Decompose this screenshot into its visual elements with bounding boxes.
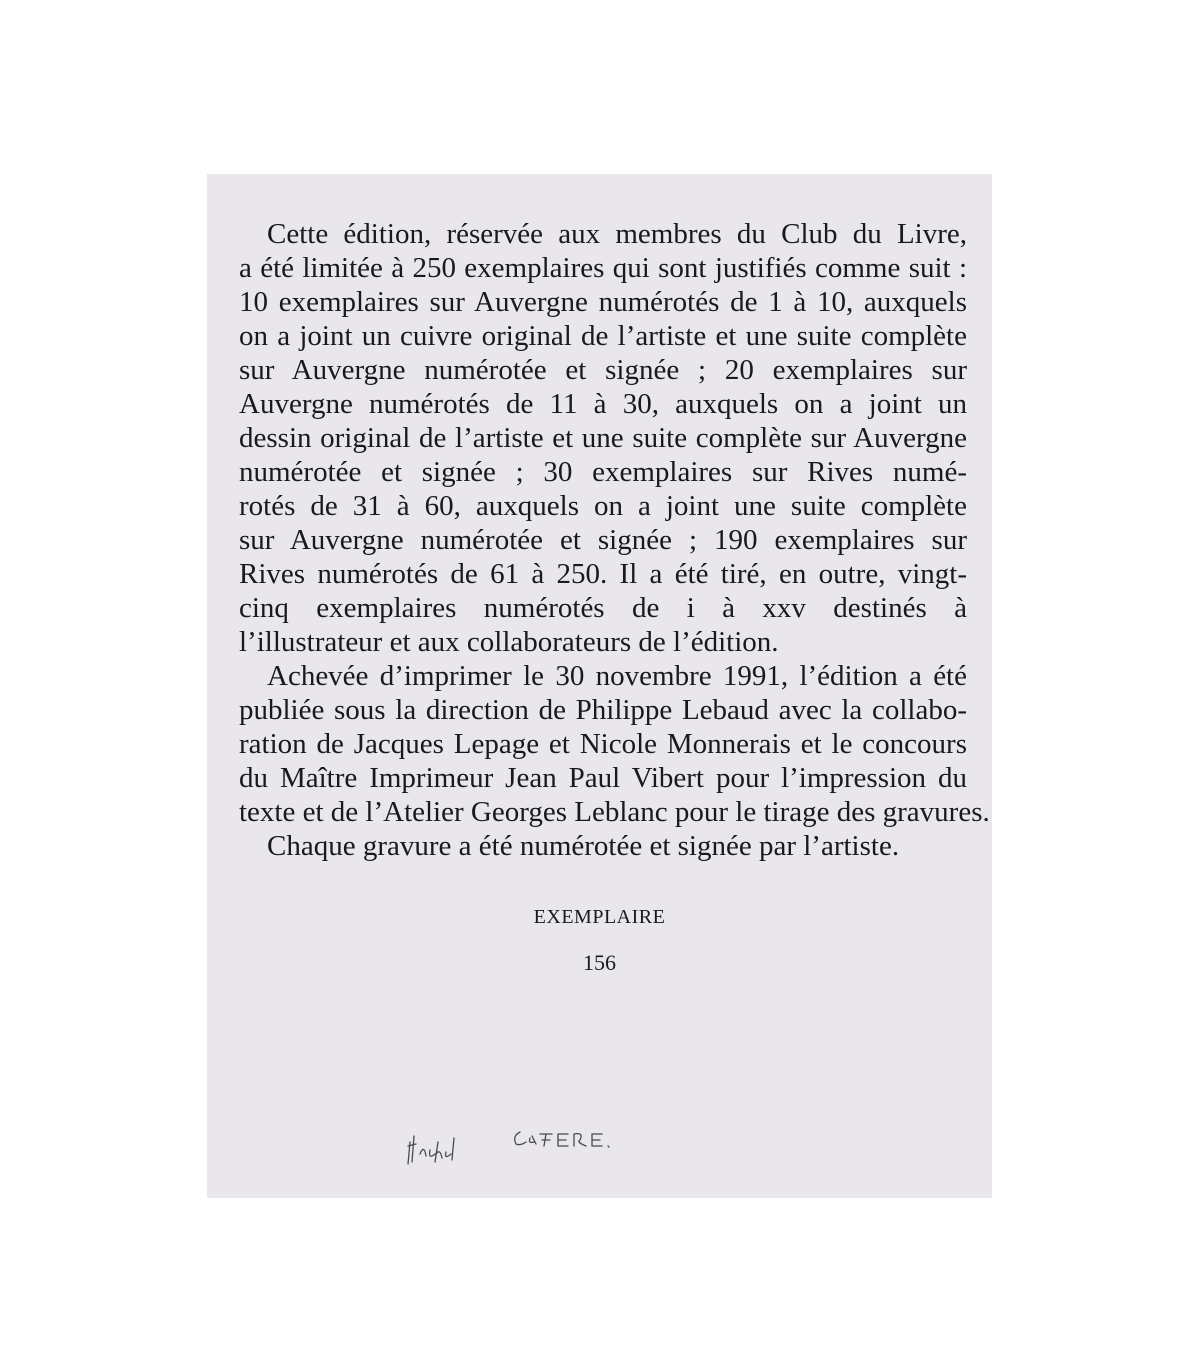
text-line: Cette édition, réservée aux membres du Club du Livre,	[267, 218, 967, 250]
justification-paragraph	[239, 217, 967, 659]
text-line: on a joint un cuivre original de l’artiste et une suite complète	[239, 320, 967, 352]
text-line: Rives numérotés de 61 à 250. Il a été tiré, en outre, vingt-	[239, 558, 967, 590]
text-line: sur Auvergne numérotée et signée ; 190 exemplaires sur	[239, 524, 967, 556]
text-line: Achevée d’imprimer le 30 novembre 1991, l’édition a été	[267, 660, 967, 692]
text-line: ration de Jacques Lepage et Nicole Monnerais et le concours	[239, 728, 967, 760]
text-line: 10 exemplaires sur Auvergne numérotés de 1 à 10, auxquels	[239, 286, 967, 318]
text-line: l’illustrateur et aux collaborateurs de l’édition.	[239, 626, 779, 658]
text-line: du Maître Imprimeur Jean Paul Vibert pour l’impression du	[239, 762, 967, 794]
text-line: cinq exemplaires numérotés de i à xxv destinés à	[239, 592, 967, 624]
text-line: Auvergne numérotés de 11 à 30, auxquels on a joint un	[239, 388, 967, 420]
exemplaire-label: EXEMPLAIRE	[533, 906, 666, 928]
text-line: numérotée et signée ; 30 exemplaires sur Rives numé-	[239, 456, 967, 488]
signature-note: Chaque gravure a été numérotée et signée par l’artiste.	[267, 830, 900, 862]
text-line: sur Auvergne numérotée et signée ; 20 exemplaires sur	[239, 354, 967, 386]
colophon-page	[207, 174, 992, 1198]
text-line: texte et de l’Atelier Georges Leblanc pour le tirage des gravures.	[239, 796, 990, 828]
exemplaire-number: 156	[583, 950, 616, 975]
text-line: rotés de 31 à 60, auxquels on a joint une suite complète	[239, 490, 967, 522]
text-line: a été limitée à 250 exemplaires qui sont justifiés comme suit :	[239, 252, 967, 284]
text-line: dessin original de l’artiste et une suite complète sur Auvergne	[239, 422, 967, 454]
handwritten-signature	[402, 1114, 702, 1174]
printing-paragraph	[239, 659, 990, 829]
text-line: publiée sous la direction de Philippe Lebaud avec la collabo-	[239, 694, 967, 726]
colophon-text	[239, 217, 990, 863]
